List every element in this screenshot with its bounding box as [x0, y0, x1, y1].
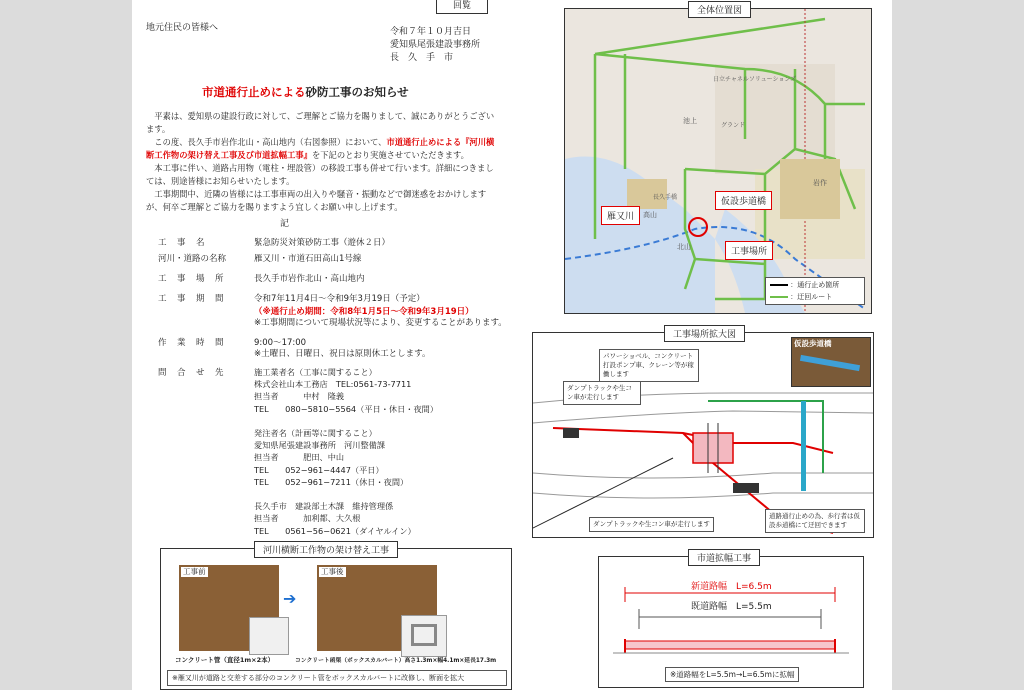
callout-bridge: 仮設歩道橋 [715, 191, 772, 210]
map-label-takayama: 高山 [643, 211, 657, 219]
announcement-highlight: 市道通行止めによる『河川横断工作物の架け替え工事及び市道拡幅工事』 [146, 137, 495, 160]
new-width-label: 新道路幅 L=6.5m [691, 582, 772, 592]
body-text [146, 110, 498, 214]
old-width-label: 既道路幅 L=5.5m [691, 602, 772, 612]
site-detail-title: 工事場所拡大図 [664, 325, 745, 342]
callout-site: 工事場所 [725, 241, 773, 260]
before-label: 工事前 [183, 567, 206, 576]
detail-contact-label: 問 合 せ 先 [158, 368, 225, 378]
title-black-part: 砂防工事のお知らせ [305, 85, 409, 99]
detail-river-label: 河川・道路の名称 [158, 254, 227, 264]
contact-line: 愛知県尾張建設事務所 河川整備課 [254, 440, 386, 451]
contact-lines [254, 366, 438, 537]
culvert-note: ※雁又川が道路と交差する部分のコンクリート管をボックスカルバートに改修し、断面を拡大 [167, 670, 507, 686]
widening-panel-title: 市道拡幅工事 [688, 549, 760, 566]
contact-line: 株式会社山本工務店 TEL:0561-73-7711 [254, 379, 412, 390]
culvert-replacement-panel [160, 548, 512, 690]
contact-line: 長久手市 建設部土木課 維持管理係 [254, 501, 394, 512]
note-trucks-1: ダンプトラックや生コン車が走行します [563, 381, 641, 405]
map-graphic [565, 9, 871, 313]
detail-period-label: 工 事 期 間 [158, 294, 225, 304]
announcement-tail: を下記のとおり実施させていただきます。 [311, 150, 469, 160]
note-trucks-2: ダンプトラックや生コン車が走行します [589, 517, 714, 532]
contact-line: 担当者 加利都、大久根 [254, 513, 361, 524]
inset-bridge-shape [800, 355, 860, 371]
map-label-company: 日立チャネルソリューションズ [713, 76, 797, 83]
hours-note: ※土曜日、日曜日、祝日は原則休工とします。 [254, 349, 431, 359]
box-caption: コンクリート函渠（ボックスカルバート）高さ1.3m×幅4.1m×延長17.3m [295, 658, 497, 664]
pipe-inset [249, 617, 289, 655]
circulation-tab: 回覧 [436, 0, 488, 14]
arrow-icon: ➔ [283, 589, 297, 608]
title-red-part: 市道通行止めによる [202, 85, 306, 99]
detail-name-label: 工 事 名 [158, 238, 206, 248]
map-label-kitayama: 北山 [677, 243, 691, 251]
contact-line [254, 488, 438, 500]
map-label-bridge: 長久手橋 [653, 194, 678, 201]
site-detail-diagram [532, 332, 874, 538]
map-legend [765, 277, 865, 305]
detail-contact [158, 366, 254, 378]
culvert-panel-title: 河川横断工作物の架け替え工事 [254, 541, 398, 558]
issue-date: 令和７年１０月吉日 [390, 27, 472, 37]
note-detour-bridge: 道路通行止めの為、歩行者は仮設歩道橋にて迂回できます [765, 509, 865, 533]
note-machinery: パワーショベル、コンクリート打設ポンプ車、クレーン等が稼働します [599, 349, 699, 382]
issuer-office: 愛知県尾張建設事務所 [390, 40, 481, 50]
map-label-ground: グランド [721, 122, 746, 129]
inset-label: 仮設歩道橋 [794, 339, 832, 348]
paragraph-greeting: 平素は、愛知県の建設行政に対して、ご理解とご協力を賜りまして、誠にありがとうございます。 [146, 111, 495, 134]
details-block [158, 236, 507, 536]
contact-line: 担当者 肥田、中山 [254, 452, 345, 463]
detail-hours-label: 作 業 時 間 [158, 338, 225, 348]
legend-detour: ：迂回ルート [770, 291, 860, 303]
legend-closure: ：通行止め箇所 [770, 279, 860, 291]
contact-line: 発注者名（計画等に関すること） [254, 428, 377, 438]
overview-map [564, 8, 872, 314]
period-note: ※工事期間について現場状況等により、変更することがあります。 [254, 318, 507, 328]
contact-line: 施工業者名（工事に関すること） [254, 367, 377, 377]
addressee: 地元住民の皆様へ [146, 23, 219, 33]
detail-river-value: 雁又川・市道石田高山1号線 [254, 254, 362, 264]
detail-name [158, 236, 390, 248]
road-widening-panel [598, 556, 864, 688]
detail-name-value: 緊急防災対策砂防工事（遊休２日） [254, 238, 391, 248]
issuer-mayor: 長 久 手 市 [390, 53, 454, 63]
callout-river: 雁又川 [601, 206, 640, 225]
detail-place-label: 工 事 場 所 [158, 274, 225, 284]
detail-period [158, 292, 425, 304]
pipe-caption: コンクリート管（直径1m×2本） [175, 656, 275, 664]
detail-hours [158, 336, 306, 348]
detail-place-value: 長久手市岩作北山・高山地内 [254, 274, 365, 284]
contact-line: TEL 0561−56−0621（ダイヤルイン） [254, 525, 416, 536]
contact-line: TEL 052−961−4447（平日） [254, 464, 384, 475]
paragraph-relocation: 本工事に伴い、道路占用物（電柱・埋設管）の移設工事も併せて行います。詳細につきましては、別途皆様にお知らせいたします。 [146, 163, 494, 186]
closure-period: （※通行止め期間：令和8年1月5日～令和9年3月19日） [254, 307, 474, 317]
contact-line: TEL 052−961−7211（休日・夜間） [254, 476, 409, 487]
contact-line: 担当者 中村 隆義 [254, 391, 345, 402]
map-label-ikegami: 池上 [683, 117, 697, 125]
box-culvert-inset [401, 615, 447, 657]
paragraph-announcement [146, 136, 498, 162]
page-title [202, 84, 409, 100]
detail-hours-value: 9:00～17:00 [254, 338, 307, 348]
widening-note: ※道路幅をL=5.5m→L=6.5mに拡幅 [665, 667, 799, 682]
contact-line [254, 415, 438, 427]
notice-page [132, 0, 892, 690]
after-label: 工事後 [321, 567, 344, 576]
contact-line: TEL 080−5810−5564（平日・休日・夜間） [254, 403, 439, 414]
announcement-lead: この度、長久手市岩作北山・高山地内（右図参照）において、 [154, 137, 387, 147]
paragraph-apology: 工事期間中、近隣の皆様には工事車両の出入りや騒音・振動などで御迷惑をおかけしますが、何卒ご理解とご協力を賜りますよう宜しくお願い申し上げます。 [146, 189, 487, 212]
detail-place [158, 272, 365, 284]
detail-river [158, 252, 361, 264]
map-label-yazako: 岩作 [813, 179, 827, 187]
overview-map-title: 全体位置図 [688, 1, 751, 18]
detail-period-value: 令和7年11月4日～令和9年3月19日（予定） [254, 294, 425, 304]
ki-heading: 記 [280, 219, 290, 229]
inset-photo [791, 337, 871, 387]
